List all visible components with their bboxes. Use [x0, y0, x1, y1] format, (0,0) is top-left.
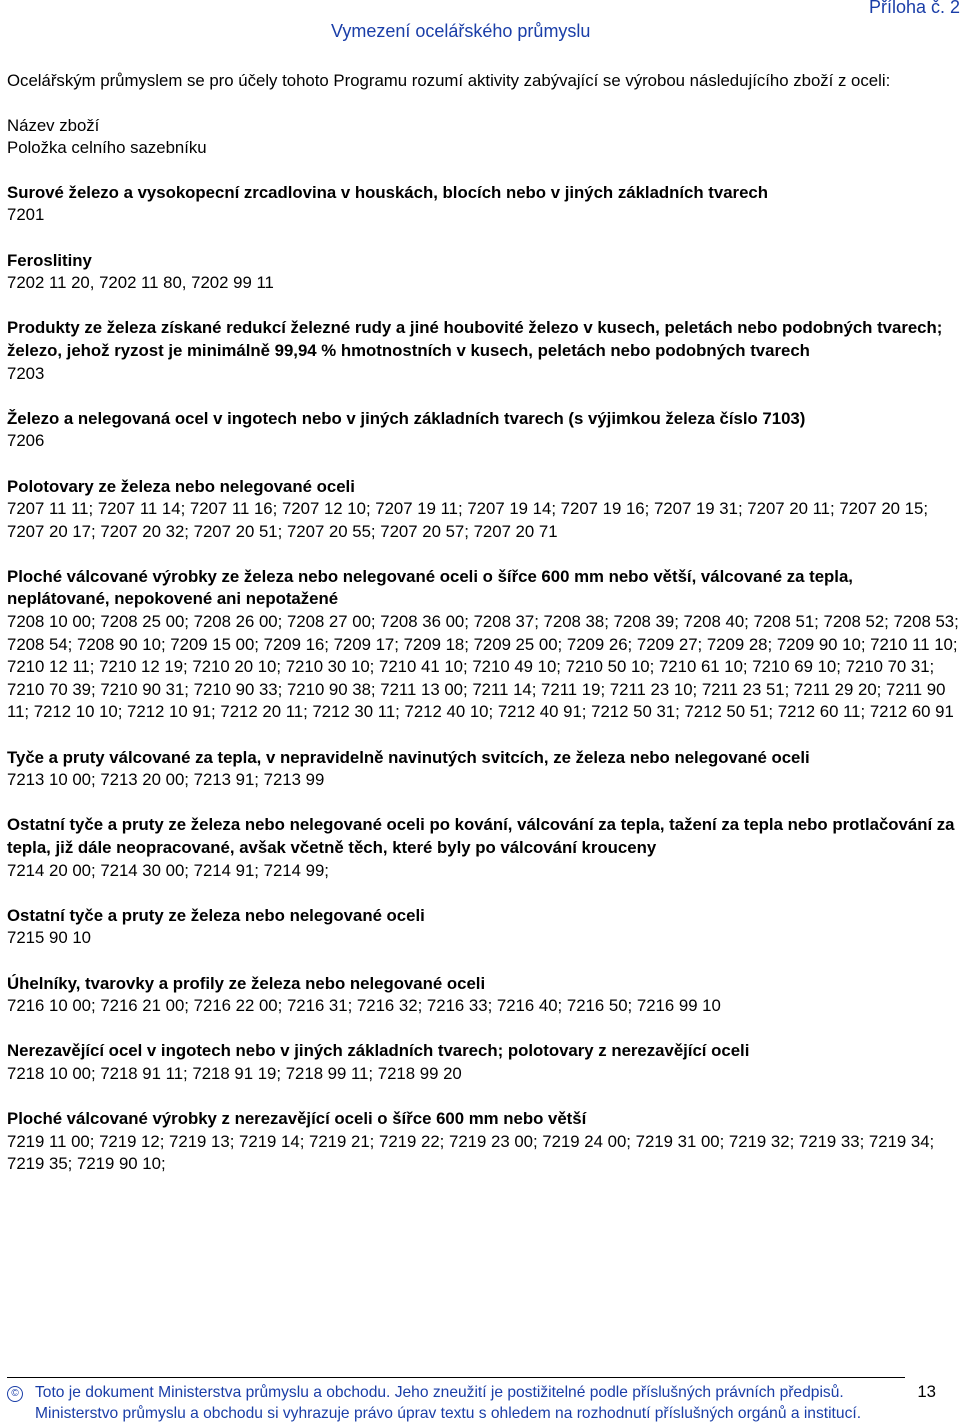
tariff-codes: 7219 11 00; 7219 12; 7219 13; 7219 14; 7219 21; 7219 22; 7219 23 00; 7219 24 00; 7219 31 00; 7219 32; 7219 33; 7219 34; 7219 35; 7219 90 10;	[7, 1131, 935, 1174]
goods-title: Feroslitiny	[7, 250, 92, 270]
goods-title: Produkty ze železa získané redukcí železné rudy a jiné houbovité železo v kusech, peletách nebo podobných tvarech; železo, jehož ryzost je minimálně 99,94 % hmotnostních v kusech, peletách nebo podobných tvarech	[7, 318, 943, 360]
goods-title: Ostatní tyče a pruty ze železa nebo nelegované oceli po kování, válcování za tepla, tažení za tepla nebo protlačování za tepla, již dále neopracované, avšak včetně těch, které byly po válcování krouceny	[7, 815, 955, 857]
tariff-codes: 7208 10 00; 7208 25 00; 7208 26 00; 7208 27 00; 7208 36 00; 7208 37; 7208 38; 7208 39; 7208 40; 7208 51; 7208 52; 7208 53; 7208 54; 7208 90 10; 7209 15 00; 7209 16; 7209 17; 7209 18; 7209 25 00; 7209 26; 7209 27; 7209 28; 7209 90 10; 7210 11 10; 7210 12 11; 7210 12 19; 7210 20 10; 7210 30 10; 7210 41 10; 7210 49 10; 7210 50 10; 7210 61 10; 7210 69 10; 7210 70 31; 7210 70 39; 7210 90 31; 7210 90 33; 7210 90 38; 7211 13 00; 7211 14; 7211 19; 7211 23 10; 7211 23 51; 7211 29 20; 7211 90 11; 7212 10 10; 7212 10 91; 7212 20 11; 7212 30 11; 7212 40 10; 7212 40 91; 7212 50 31; 7212 50 51; 7212 60 11; 7212 60 91	[7, 612, 959, 722]
intro-paragraph: Ocelářským průmyslem se pro účely tohoto Programu rozumí aktivity zabývající se výrobou následujícího zboží z oceli:	[7, 71, 891, 90]
goods-section	[7, 747, 959, 792]
footer-notice-text: Toto je dokument Ministerstva průmyslu a obchodu. Jeho zneužití je postižitelné podle příslušných právních předpisů.	[35, 1384, 844, 1401]
goods-section	[7, 1108, 959, 1176]
goods-title: Tyče a pruty válcované za tepla, v nepravidelně navinutých svitcích, ze železa nebo nelegované oceli	[7, 747, 810, 767]
footer-notice	[7, 1383, 887, 1403]
goods-section	[7, 973, 959, 1018]
goods-section	[7, 476, 959, 544]
page-footer	[0, 1376, 960, 1426]
goods-section	[7, 182, 959, 227]
goods-title: Ostatní tyče a pruty ze železa nebo nelegované oceli	[7, 905, 425, 925]
column-legend	[7, 115, 959, 160]
tariff-codes: 7207 11 11; 7207 11 14; 7207 11 16; 7207 12 10; 7207 19 11; 7207 19 14; 7207 19 16; 7207 19 31; 7207 20 11; 7207 20 15; 7207 20 17; 7207 20 32; 7207 20 51; 7207 20 55; 7207 20 57; 7207 20 71	[7, 499, 928, 541]
tariff-codes: 7216 10 00; 7216 21 00; 7216 22 00; 7216 31; 7216 32; 7216 33; 7216 40; 7216 50; 7216 99 10	[7, 996, 721, 1016]
page-number: 13	[917, 1382, 936, 1401]
goods-section	[7, 1040, 959, 1085]
goods-title: Nerezavějící ocel v ingotech nebo v jiných základních tvarech; polotovary z nerezavějící oceli	[7, 1041, 750, 1061]
goods-title: Železo a nelegovaná ocel v ingotech nebo v jiných základních tvarech (s výjimkou železa číslo 7103)	[7, 408, 806, 428]
goods-title: Surové železo a vysokopecní zrcadlovina v houskách, blocích nebo v jiných základních tvarech	[7, 182, 769, 202]
tariff-codes: 7203	[7, 363, 45, 383]
tariff-codes: 7214 20 00; 7214 30 00; 7214 91; 7214 99;	[7, 860, 329, 880]
goods-section	[7, 566, 959, 724]
copyright-icon: ©	[7, 1386, 23, 1402]
tariff-code-label: Položka celního sazebníku	[7, 138, 207, 158]
tariff-codes: 7215 90 10	[7, 928, 91, 948]
goods-section	[7, 905, 959, 950]
tariff-codes: 7213 10 00; 7213 20 00; 7213 91; 7213 99	[7, 770, 325, 790]
goods-section	[7, 814, 959, 882]
tariff-codes: 7206	[7, 431, 45, 451]
goods-section	[7, 408, 959, 453]
document-body	[7, 70, 959, 1199]
tariff-codes: 7202 11 20, 7202 11 80, 7202 99 11	[7, 273, 274, 293]
goods-section	[7, 317, 959, 385]
footer-divider	[7, 1377, 905, 1378]
footer-disclaimer: Ministerstvo průmyslu a obchodu si vyhrazuje právo úprav textu s ohledem na rozhodnutí příslušných orgánů a institucí.	[35, 1405, 862, 1422]
goods-title: Polotovary ze železa nebo nelegované oceli	[7, 476, 355, 496]
tariff-codes: 7201	[7, 205, 45, 225]
goods-title: Ploché válcované výrobky ze železa nebo nelegované oceli o šířce 600 mm nebo větší, válcované za tepla, neplátované, nepokovené ani nepotažené	[7, 566, 853, 609]
goods-name-label: Název zboží	[7, 115, 100, 135]
page-header	[0, 0, 960, 46]
appendix-label: Příloha č. 2	[868, 0, 960, 17]
goods-section	[7, 250, 959, 295]
goods-title: Úhelníky, tvarovky a profily ze železa nebo nelegované oceli	[7, 973, 486, 993]
goods-title: Ploché válcované výrobky z nerezavějící oceli o šířce 600 mm nebo větší	[7, 1109, 587, 1129]
tariff-codes: 7218 10 00; 7218 91 11; 7218 91 19; 7218 99 11; 7218 99 20	[7, 1063, 462, 1083]
document-title: Vymezení ocelářského průmyslu	[331, 21, 591, 41]
